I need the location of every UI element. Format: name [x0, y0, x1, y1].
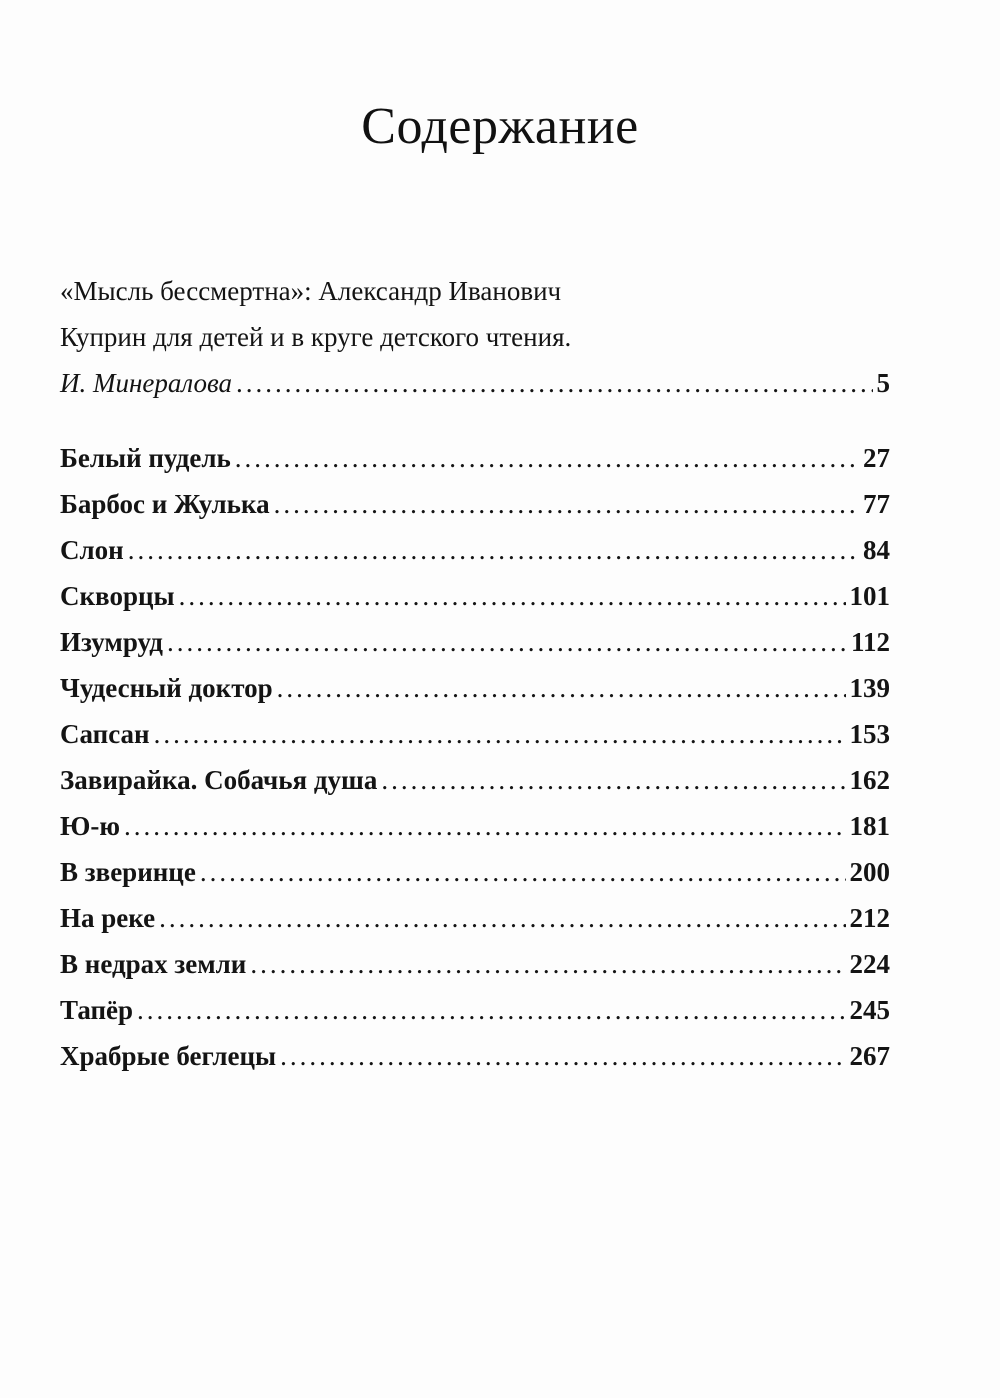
- toc-entry-title: Слон: [60, 535, 124, 565]
- toc-entry-title: Барбос и Жулька: [60, 489, 270, 519]
- toc-entry-page: 200: [849, 857, 890, 887]
- toc-entry: [60, 1033, 890, 1079]
- toc-entry-page: 162: [849, 765, 890, 795]
- toc-entry-title: Тапёр: [60, 995, 134, 1025]
- toc-entry: [60, 711, 890, 757]
- dot-leader: [124, 803, 845, 849]
- page-title: Содержание: [361, 98, 639, 155]
- dot-leader: [235, 435, 859, 481]
- dot-leader: [280, 1033, 845, 1079]
- dot-leader: [137, 987, 845, 1033]
- toc-entry-title: Сапсан: [60, 719, 150, 749]
- toc-entry-page: 101: [849, 581, 890, 611]
- toc-entry-title: Храбрые беглецы: [60, 1041, 277, 1071]
- toc-entry: [60, 527, 890, 573]
- toc-entry-page: 77: [863, 489, 890, 519]
- intro-page-number: 5: [876, 368, 890, 398]
- toc-entry-page: 112: [850, 627, 890, 657]
- toc-entry-page: 224: [849, 949, 890, 979]
- dot-leader: [154, 711, 846, 757]
- dot-leader: [200, 849, 846, 895]
- toc-entry: [60, 941, 890, 987]
- toc-entry-title: Ю-ю: [60, 811, 121, 841]
- toc-entry-page: 84: [863, 535, 890, 565]
- toc-entry-title: Скворцы: [60, 581, 175, 611]
- intro-author: И. Минералова: [60, 368, 233, 398]
- toc-entry-title: Завирайка. Собачья душа: [60, 765, 378, 795]
- toc-entry: [60, 757, 890, 803]
- toc-entry-title: В зверинце: [60, 857, 196, 887]
- dot-leader: [250, 941, 845, 987]
- dot-leader: [381, 757, 845, 803]
- toc-entry: [60, 849, 890, 895]
- table-of-contents: [60, 435, 890, 1079]
- dot-leader: [128, 527, 859, 573]
- intro-line-2: Куприн для детей и в круге детского чтения.: [60, 322, 572, 352]
- dot-leader: [236, 360, 872, 406]
- toc-entry-page: 267: [849, 1041, 890, 1071]
- toc-entry-page: 245: [849, 995, 890, 1025]
- toc-entry-title: На реке: [60, 903, 156, 933]
- toc-entry-page: 139: [849, 673, 890, 703]
- intro-author-row: [60, 360, 890, 406]
- toc-entry: [60, 665, 890, 711]
- dot-leader: [167, 619, 847, 665]
- toc-entry: [60, 573, 890, 619]
- toc-entry: [60, 619, 890, 665]
- toc-entry-page: 153: [849, 719, 890, 749]
- dot-leader: [277, 665, 846, 711]
- dot-leader: [179, 573, 846, 619]
- toc-entry-title: Изумруд: [60, 627, 163, 657]
- toc-entry: [60, 481, 890, 527]
- toc-entry: [60, 895, 890, 941]
- toc-entry-page: 27: [863, 443, 890, 473]
- intro-line-1: «Мысль бессмертна»: Александр Иванович: [60, 276, 562, 306]
- dot-leader: [274, 481, 859, 527]
- toc-entry: [60, 435, 890, 481]
- toc-entry: [60, 987, 890, 1033]
- toc-entry-page: 181: [849, 811, 890, 841]
- toc-entry-title: В недрах земли: [60, 949, 247, 979]
- toc-entry-page: 212: [849, 903, 890, 933]
- toc-entry-title: Белый пудель: [60, 443, 231, 473]
- dot-leader: [159, 895, 845, 941]
- toc-entry-title: Чудесный доктор: [60, 673, 273, 703]
- toc-entry: [60, 803, 890, 849]
- intro-entry: [60, 268, 890, 406]
